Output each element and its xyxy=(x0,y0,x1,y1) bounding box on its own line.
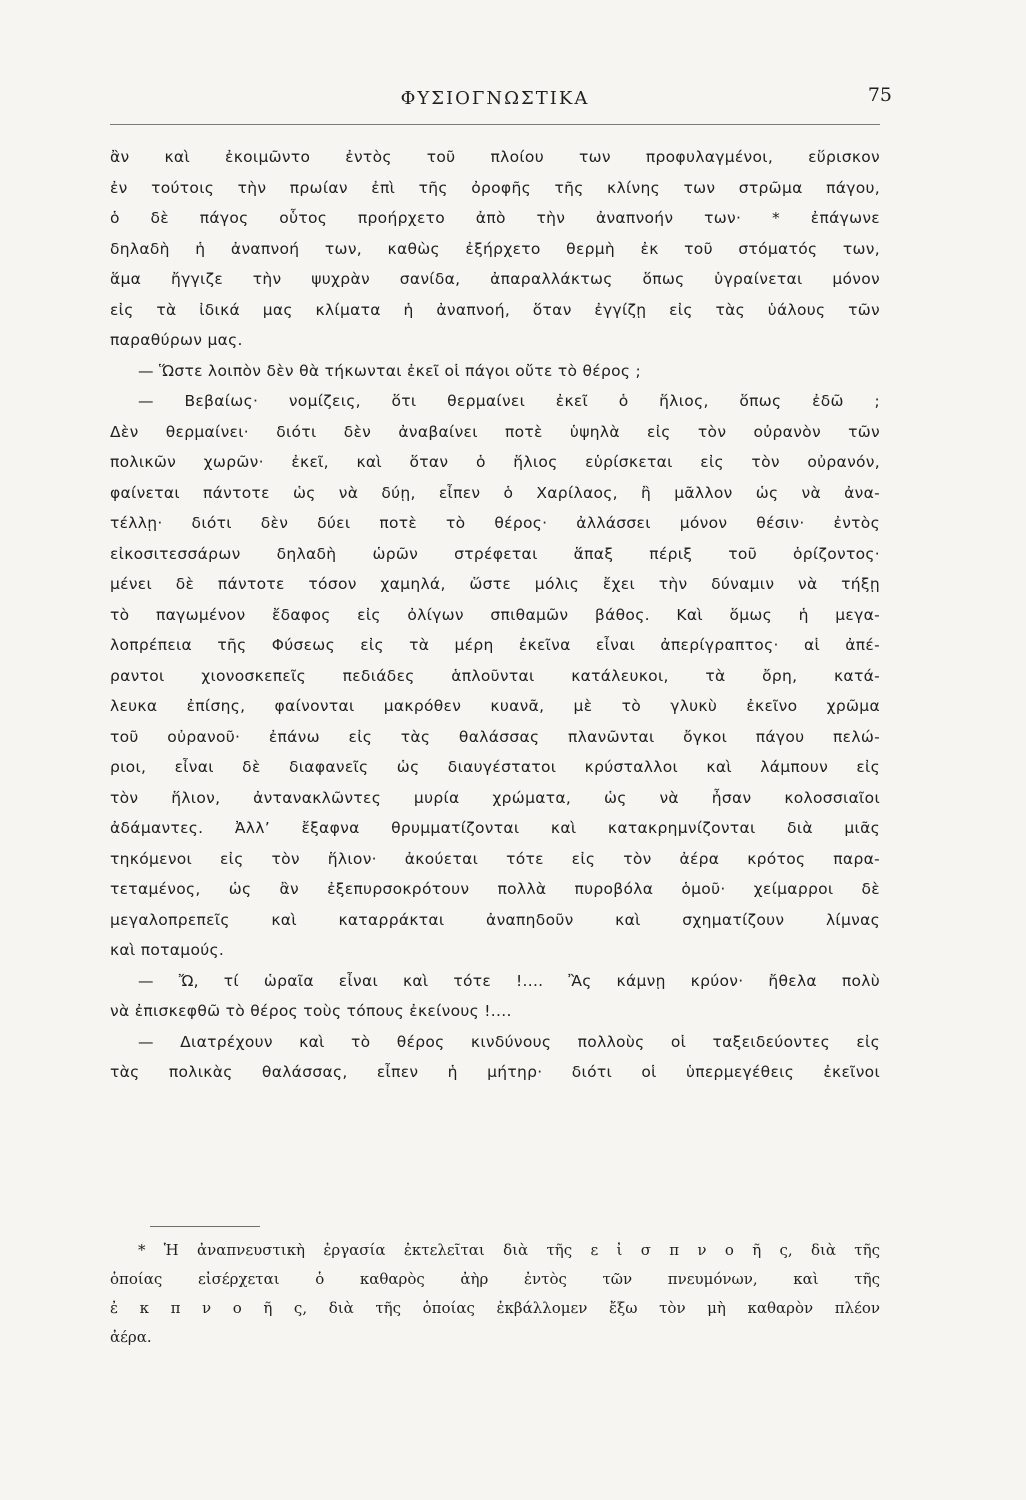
text-line: νὰ ἐπισκεφθῶ τὸ θέρος τοὺς τόπους ἐκείνους !.... xyxy=(110,1002,512,1020)
page-header xyxy=(110,84,892,118)
text-line: Δὲν θερμαίνει· διότι δὲν ἀναβαίνει ποτὲ ὑψηλὰ εἰς τὸν οὐρανὸν τῶν xyxy=(110,422,880,441)
text-line: εἰκοσιτεσσάρων δηλαδὴ ὡρῶν στρέφεται ἅπαξ πέριξ τοῦ ὁρίζοντος· xyxy=(110,544,880,563)
text-line: ὁ δὲ πάγος οὗτος προήρχετο ἀπὸ τὴν ἀναπνοήν των· * ἐπάγωνε xyxy=(110,209,880,227)
header-rule xyxy=(110,124,880,125)
text-line: τέλλῃ· διότι δὲν δύει ποτὲ τὸ θέρος· ἀλλάσσει μόνον θέσιν· ἐντὸς xyxy=(110,514,880,532)
text-line: ριοι, εἶναι δὲ διαφανεῖς ὡς διαυγέστατοι κρύσταλλοι καὶ λάμπουν εἰς xyxy=(110,758,880,776)
text-line: ἂν καὶ ἐκοιμῶντο ἐντὸς τοῦ πλοίου των προφυλαγμένοι, εὕρισκον xyxy=(110,148,880,166)
text-line: — Ὤ, τί ὡραῖα εἶναι καὶ τότε !.... Ἂς κάμνῃ κρύον· ἤθελα πολὺ xyxy=(138,971,880,990)
text-line: καὶ ποταμούς. xyxy=(110,941,225,959)
page-number: 75 xyxy=(867,84,892,106)
footnote-rule xyxy=(150,1226,260,1227)
text-line: μένει δὲ πάντοτε τόσον χαμηλά, ὥστε μόλις ἔχει τὴν δύναμιν νὰ τήξῃ xyxy=(110,575,880,593)
text-line: τοῦ οὐρανοῦ· ἐπάνω εἰς τὰς θαλάσσας πλανῶνται ὄγκοι πάγου πελώ- xyxy=(110,727,880,746)
body-text xyxy=(110,142,880,1088)
text-line: δηλαδὴ ἡ ἀναπνοή των, καθὼς ἐξήρχετο θερμὴ ἐκ τοῦ στόματός των, xyxy=(110,239,880,258)
text-line: τηκόμενοι εἰς τὸν ἥλιον· ἀκούεται τότε εἰς τὸν ἀέρα κρότος παρα- xyxy=(110,849,880,868)
text-line: παραθύρων μας. xyxy=(110,331,243,349)
footnote xyxy=(110,1236,880,1352)
text-line: ἅμα ἤγγιζε τὴν ψυχρὰν σανίδα, ἀπαραλλάκτως ὅπως ὑγραίνεται μόνον xyxy=(110,270,880,288)
text-line: εἰς τὰ ἰδικά μας κλίματα ἡ ἀναπνοή, ὅταν ἐγγίζῃ εἰς τὰς ὑάλους τῶν xyxy=(110,300,880,319)
running-title: ΦΥΣΙΟΓΝΩΣΤΙΚΑ xyxy=(400,88,590,109)
footnote-line: * Ἡ ἀναπνευστικὴ ἐργασία ἐκτελεῖται διὰ τῆς ε ἰ σ π ν ο ῆ ς, διὰ τῆς xyxy=(138,1241,880,1259)
text-line: — Βεβαίως· νομίζεις, ὅτι θερμαίνει ἐκεῖ ὁ ἥλιος, ὅπως ἐδῶ ; xyxy=(138,392,880,410)
text-line: τὸ παγωμένον ἔδαφος εἰς ὀλίγων σπιθαμῶν βάθος. Καὶ ὅμως ἡ μεγα- xyxy=(110,605,880,624)
footnote-line: ὁποίας εἰσέρχεται ὁ καθαρὸς ἀὴρ ἐντὸς τῶν πνευμόνων, καὶ τῆς xyxy=(110,1270,880,1288)
text-line: τὰς πολικὰς θαλάσσας, εἶπεν ἡ μήτηρ· διότι οἱ ὑπερμεγέθεις ἐκεῖνοι xyxy=(110,1063,880,1081)
text-line: λευκα ἐπίσης, φαίνονται μακρόθεν κυανᾶ, μὲ τὸ γλυκὺ ἐκεῖνο χρῶμα xyxy=(110,697,880,715)
text-line: ἐν τούτοις τὴν πρωίαν ἐπὶ τῆς ὀροφῆς τῆς κλίνης των στρῶμα πάγου, xyxy=(110,178,880,197)
text-line: — Διατρέχουν καὶ τὸ θέρος κινδύνους πολλοὺς οἱ ταξειδεύοντες εἰς xyxy=(138,1032,880,1051)
text-line: πολικῶν χωρῶν· ἐκεῖ, καὶ ὅταν ὁ ἥλιος εὑρίσκεται εἰς τὸν οὐρανόν, xyxy=(110,453,880,471)
text-line: τὸν ἥλιον, ἀντανακλῶντες μυρία χρώματα, ὡς νὰ ἦσαν κολοσσιαῖοι xyxy=(110,788,880,807)
text-line: λοπρέπεια τῆς Φύσεως εἰς τὰ μέρη ἐκεῖνα εἶναι ἀπερίγραπτος· αἱ ἀπέ- xyxy=(110,636,880,654)
footnote-line: ἀέρα. xyxy=(110,1328,152,1346)
text-line: — Ὥστε λοιπὸν δὲν θὰ τήκωνται ἐκεῖ οἱ πάγοι οὔτε τὸ θέρος ; xyxy=(138,361,642,380)
text-line: τεταμένος, ὡς ἂν ἐξεπυρσοκρότουν πολλὰ πυροβόλα ὁμοῦ· χείμαρροι δὲ xyxy=(110,880,880,898)
text-line: ἀδάμαντες. Ἀλλ’ ἔξαφνα θρυμματίζονται καὶ κατακρημνίζονται διὰ μιᾶς xyxy=(110,819,880,837)
text-line: φαίνεται πάντοτε ὡς νὰ δύῃ, εἶπεν ὁ Χαρίλαος, ἢ μᾶλλον ὡς νὰ ἀνα- xyxy=(110,483,880,502)
footnote-line: ἐ κ π ν ο ῆ ς, διὰ τῆς ὁποίας ἐκβάλλομεν ἔξω τὸν μὴ καθαρὸν πλέον xyxy=(110,1299,880,1317)
text-line: ραντοι χιονοσκεπεῖς πεδιάδες ἁπλοῦνται κατάλευκοι, τὰ ὄρη, κατά- xyxy=(110,666,880,685)
text-line: μεγαλοπρεπεῖς καὶ καταρράκται ἀναπηδοῦν καὶ σχηματίζουν λίμνας xyxy=(110,910,880,929)
